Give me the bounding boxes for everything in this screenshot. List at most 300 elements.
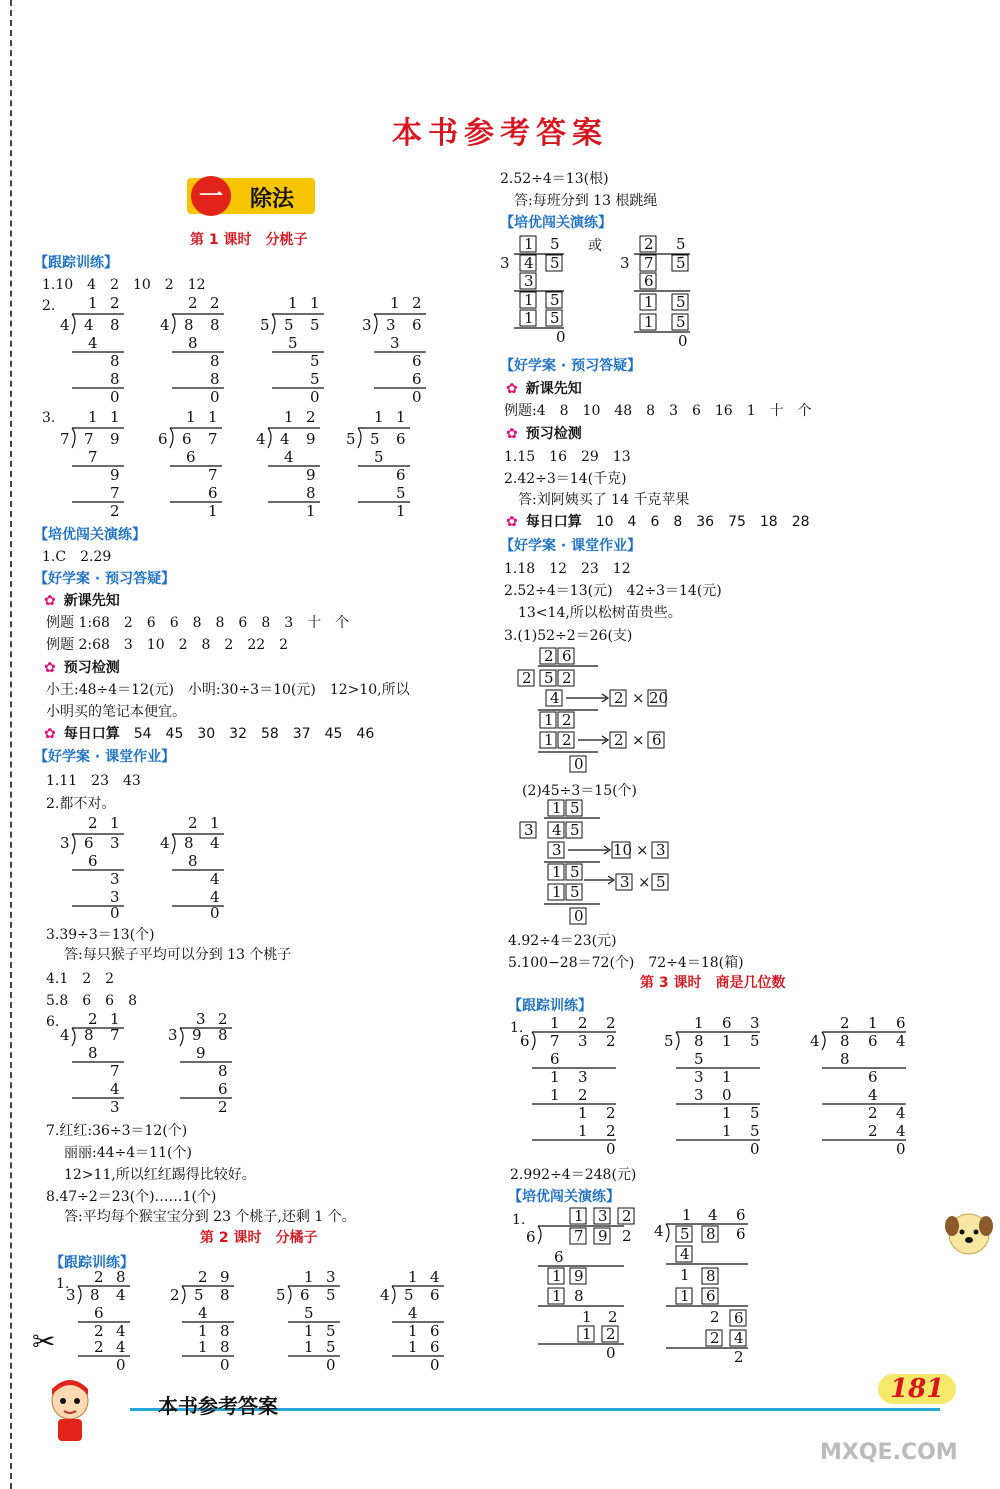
svg-text:2: 2 bbox=[868, 1122, 878, 1140]
question-number: 1. bbox=[56, 1276, 70, 1292]
flower-icon: ✿ bbox=[506, 426, 518, 442]
svg-text:8: 8 bbox=[220, 1322, 230, 1340]
svg-text:1: 1 bbox=[304, 1338, 314, 1356]
svg-text:8: 8 bbox=[210, 352, 220, 370]
svg-text:5: 5 bbox=[374, 448, 384, 466]
svg-text:1: 1 bbox=[210, 814, 220, 832]
svg-text:1: 1 bbox=[544, 711, 554, 729]
svg-text:6: 6 bbox=[896, 1014, 906, 1032]
svg-text:4: 4 bbox=[210, 870, 220, 888]
svg-text:5: 5 bbox=[276, 1286, 286, 1304]
svg-text:8: 8 bbox=[574, 1287, 584, 1305]
svg-text:1: 1 bbox=[644, 313, 654, 331]
svg-text:3: 3 bbox=[110, 870, 120, 888]
svg-text:6: 6 bbox=[734, 1309, 744, 1327]
svg-text:1: 1 bbox=[552, 1287, 562, 1305]
svg-text:6: 6 bbox=[84, 834, 94, 852]
svg-text:6: 6 bbox=[396, 466, 406, 484]
svg-text:1: 1 bbox=[552, 883, 562, 901]
svg-text:1: 1 bbox=[408, 1322, 418, 1340]
svg-text:6: 6 bbox=[868, 1032, 878, 1050]
svg-text:9: 9 bbox=[574, 1267, 584, 1285]
svg-text:4: 4 bbox=[654, 1222, 664, 1240]
boxed-division-26 bbox=[518, 648, 688, 774]
svg-text:3: 3 bbox=[524, 821, 534, 839]
svg-text:8: 8 bbox=[306, 484, 316, 502]
svg-text:9: 9 bbox=[196, 1044, 206, 1062]
svg-text:7: 7 bbox=[110, 1026, 120, 1044]
svg-text:3: 3 bbox=[578, 1032, 588, 1050]
svg-text:2: 2 bbox=[734, 1348, 744, 1366]
svg-text:1: 1 bbox=[88, 294, 98, 312]
long-division-set-kt6 bbox=[60, 1008, 320, 1118]
svg-text:5: 5 bbox=[676, 293, 686, 311]
svg-text:2: 2 bbox=[88, 814, 98, 832]
svg-text:10: 10 bbox=[613, 841, 633, 859]
svg-text:6: 6 bbox=[652, 731, 662, 749]
svg-text:7: 7 bbox=[60, 430, 70, 448]
svg-text:1: 1 bbox=[110, 408, 120, 426]
svg-text:6: 6 bbox=[736, 1206, 746, 1224]
answer-line: 答:每班分到 13 根跳绳 bbox=[514, 193, 658, 209]
svg-text:5: 5 bbox=[544, 669, 554, 687]
question-number: 1. bbox=[512, 1212, 526, 1228]
svg-text:4: 4 bbox=[430, 1268, 440, 1286]
svg-text:0: 0 bbox=[220, 1356, 230, 1374]
svg-text:1: 1 bbox=[680, 1287, 690, 1305]
svg-text:5: 5 bbox=[550, 235, 560, 253]
answer-line: 小王:48÷4＝12(元) 小明:30÷3＝10(元) 12>10,所以 bbox=[46, 682, 410, 698]
svg-text:1: 1 bbox=[868, 1014, 878, 1032]
svg-text:4: 4 bbox=[280, 430, 290, 448]
svg-text:1: 1 bbox=[408, 1268, 418, 1286]
heading-mrks-r: ✿ 每日口算 10 4 6 8 36 75 18 28 bbox=[506, 514, 810, 530]
svg-text:7: 7 bbox=[208, 430, 218, 448]
svg-text:9: 9 bbox=[598, 1227, 608, 1245]
svg-text:1: 1 bbox=[396, 408, 406, 426]
svg-text:2: 2 bbox=[710, 1308, 720, 1326]
svg-text:2: 2 bbox=[544, 647, 554, 665]
svg-text:4: 4 bbox=[116, 1322, 126, 1340]
svg-text:0: 0 bbox=[412, 388, 422, 406]
svg-text:4: 4 bbox=[896, 1032, 906, 1050]
svg-text:7: 7 bbox=[550, 1032, 560, 1050]
page-number: 181 bbox=[878, 1374, 956, 1404]
svg-text:2: 2 bbox=[622, 1227, 632, 1245]
answer-line: 1.10 4 2 10 2 12 bbox=[42, 277, 206, 293]
answer-line: 2.52÷4＝13(根) bbox=[500, 171, 609, 187]
question-number: 1. bbox=[510, 1020, 524, 1036]
svg-text:5: 5 bbox=[310, 352, 320, 370]
answer-line: 4.92÷4＝23(元) bbox=[508, 933, 617, 949]
svg-text:3: 3 bbox=[60, 834, 70, 852]
svg-text:3: 3 bbox=[620, 254, 630, 272]
svg-text:4: 4 bbox=[524, 254, 534, 272]
svg-text:0: 0 bbox=[110, 904, 120, 922]
svg-text:2: 2 bbox=[188, 294, 198, 312]
svg-text:1: 1 bbox=[374, 408, 384, 426]
svg-text:3: 3 bbox=[656, 841, 666, 859]
svg-text:6: 6 bbox=[562, 647, 572, 665]
svg-text:2: 2 bbox=[606, 1104, 616, 1122]
svg-text:0: 0 bbox=[574, 907, 584, 925]
answer-line: 7.红红:36÷3＝12(个) bbox=[46, 1123, 188, 1139]
svg-text:3: 3 bbox=[552, 841, 562, 859]
svg-text:6: 6 bbox=[208, 484, 218, 502]
long-division-set-q2 bbox=[50, 290, 480, 405]
svg-text:8: 8 bbox=[110, 370, 120, 388]
svg-text:8: 8 bbox=[694, 1032, 704, 1050]
svg-text:8: 8 bbox=[184, 834, 194, 852]
flower-icon: ✿ bbox=[44, 593, 56, 609]
svg-text:5: 5 bbox=[260, 316, 270, 334]
svg-text:6: 6 bbox=[550, 1050, 560, 1068]
svg-text:1: 1 bbox=[390, 294, 400, 312]
flower-icon: ✿ bbox=[44, 660, 56, 676]
svg-text:5: 5 bbox=[750, 1122, 760, 1140]
svg-text:6: 6 bbox=[94, 1304, 104, 1322]
question-number: 3. bbox=[42, 410, 56, 426]
svg-text:1: 1 bbox=[552, 799, 562, 817]
svg-text:1: 1 bbox=[578, 1104, 588, 1122]
svg-text:5: 5 bbox=[664, 1032, 674, 1050]
svg-text:7: 7 bbox=[110, 484, 120, 502]
svg-text:1: 1 bbox=[722, 1104, 732, 1122]
svg-text:4: 4 bbox=[60, 1026, 70, 1044]
footer-title: 本书参考答案 bbox=[158, 1394, 278, 1418]
svg-text:1: 1 bbox=[582, 1325, 592, 1343]
section-tag-kt: 【好学案 · 课堂作业】 bbox=[34, 749, 176, 765]
svg-text:1: 1 bbox=[288, 294, 298, 312]
svg-text:8: 8 bbox=[220, 1286, 230, 1304]
svg-text:2: 2 bbox=[868, 1104, 878, 1122]
svg-text:3: 3 bbox=[620, 873, 630, 891]
svg-text:1: 1 bbox=[552, 863, 562, 881]
svg-text:0: 0 bbox=[678, 332, 688, 350]
svg-text:2: 2 bbox=[606, 1122, 616, 1140]
svg-text:1: 1 bbox=[550, 1014, 560, 1032]
svg-text:2: 2 bbox=[710, 1329, 720, 1347]
svg-text:8: 8 bbox=[840, 1032, 850, 1050]
long-division-set-lesson3 bbox=[520, 1014, 940, 1158]
svg-text:2: 2 bbox=[562, 731, 572, 749]
svg-text:0: 0 bbox=[110, 388, 120, 406]
svg-text:9: 9 bbox=[192, 1026, 202, 1044]
answer-line: 例题 2:68 3 10 2 8 2 22 2 bbox=[46, 637, 289, 653]
svg-text:6: 6 bbox=[412, 370, 422, 388]
svg-text:5: 5 bbox=[326, 1322, 336, 1340]
answer-line: 4.1 2 2 bbox=[46, 971, 115, 987]
svg-text:2: 2 bbox=[188, 814, 198, 832]
svg-text:5: 5 bbox=[288, 334, 298, 352]
svg-text:2: 2 bbox=[306, 408, 316, 426]
section-tag-py: 【培优闯关演练】 bbox=[34, 527, 146, 543]
flower-icon: ✿ bbox=[506, 514, 518, 530]
answer-line: 1.15 16 29 13 bbox=[504, 449, 631, 465]
svg-text:6: 6 bbox=[412, 352, 422, 370]
question-number: 6. bbox=[46, 1014, 60, 1030]
answer-line: 1.C 2.29 bbox=[42, 549, 112, 565]
svg-text:1: 1 bbox=[524, 291, 534, 309]
svg-text:5: 5 bbox=[284, 316, 294, 334]
svg-text:9: 9 bbox=[306, 430, 316, 448]
section-tag-yx: 【好学案 · 预习答疑】 bbox=[34, 571, 176, 587]
svg-text:4: 4 bbox=[680, 1245, 690, 1263]
svg-text:1: 1 bbox=[680, 1266, 690, 1284]
svg-text:6: 6 bbox=[182, 430, 192, 448]
answer-line: 丽丽:44÷4＝11(个) bbox=[64, 1145, 192, 1161]
svg-text:9: 9 bbox=[306, 466, 316, 484]
svg-text:1: 1 bbox=[110, 1010, 120, 1028]
boxed-division-lesson3 bbox=[524, 1206, 764, 1366]
svg-text:2: 2 bbox=[210, 294, 220, 312]
svg-text:3: 3 bbox=[386, 316, 396, 334]
svg-text:0: 0 bbox=[326, 1356, 336, 1374]
svg-text:6: 6 bbox=[644, 272, 654, 290]
svg-text:4: 4 bbox=[110, 1080, 120, 1098]
svg-text:1: 1 bbox=[722, 1032, 732, 1050]
answer-line: 13<14,所以松树苗贵些。 bbox=[518, 605, 682, 621]
svg-text:5: 5 bbox=[694, 1050, 704, 1068]
svg-text:4: 4 bbox=[60, 316, 70, 334]
svg-text:1: 1 bbox=[524, 235, 534, 253]
svg-text:2: 2 bbox=[578, 1014, 588, 1032]
svg-text:3: 3 bbox=[598, 1207, 608, 1225]
svg-text:1: 1 bbox=[694, 1014, 704, 1032]
svg-text:1: 1 bbox=[408, 1338, 418, 1356]
svg-text:6: 6 bbox=[300, 1286, 310, 1304]
answer-line: (2)45÷3＝15(个) bbox=[522, 783, 638, 799]
svg-text:6: 6 bbox=[554, 1248, 564, 1266]
svg-text:3: 3 bbox=[168, 1026, 178, 1044]
svg-text:2: 2 bbox=[522, 669, 532, 687]
svg-text:1: 1 bbox=[682, 1206, 692, 1224]
svg-text:5: 5 bbox=[570, 883, 580, 901]
section-tag-py-r2: 【培优闯关演练】 bbox=[508, 1189, 620, 1205]
svg-text:0: 0 bbox=[722, 1086, 732, 1104]
svg-text:4: 4 bbox=[210, 888, 220, 906]
svg-text:0: 0 bbox=[574, 755, 584, 773]
heading-xkxz-r: ✿ 新课先知 bbox=[506, 381, 582, 397]
svg-text:4: 4 bbox=[284, 448, 294, 466]
svg-text:6: 6 bbox=[218, 1080, 228, 1098]
svg-text:4: 4 bbox=[210, 834, 220, 852]
svg-text:5: 5 bbox=[550, 309, 560, 327]
section-tag-gz-2: 【跟踪训练】 bbox=[50, 1255, 134, 1271]
svg-text:0: 0 bbox=[116, 1356, 126, 1374]
svg-text:6: 6 bbox=[430, 1338, 440, 1356]
answer-line: 1.11 23 43 bbox=[46, 773, 141, 789]
svg-text:7: 7 bbox=[208, 466, 218, 484]
answer-line: 2.42÷3＝14(千克) bbox=[504, 471, 627, 487]
dog-mascot-icon bbox=[944, 1210, 994, 1256]
svg-text:7: 7 bbox=[110, 1062, 120, 1080]
page-title: 本书参考答案 bbox=[392, 116, 608, 151]
svg-text:5: 5 bbox=[404, 1286, 414, 1304]
svg-text:4: 4 bbox=[708, 1206, 718, 1224]
svg-text:1: 1 bbox=[544, 731, 554, 749]
svg-text:2: 2 bbox=[562, 711, 572, 729]
heading-yxjc: ✿ 预习检测 bbox=[44, 660, 120, 676]
svg-text:5: 5 bbox=[676, 254, 686, 272]
svg-text:6: 6 bbox=[186, 448, 196, 466]
svg-text:2: 2 bbox=[614, 731, 624, 749]
svg-text:1: 1 bbox=[208, 408, 218, 426]
answer-line: 1.18 12 23 12 bbox=[504, 561, 631, 577]
svg-text:2: 2 bbox=[644, 235, 654, 253]
answer-line: 5.100−28＝72(个) 72÷4＝18(箱) bbox=[508, 955, 744, 971]
answer-line: 12>11,所以红红踢得比较好。 bbox=[64, 1167, 256, 1183]
svg-text:5: 5 bbox=[550, 291, 560, 309]
svg-text:8: 8 bbox=[840, 1050, 850, 1068]
svg-text:2: 2 bbox=[614, 689, 624, 707]
svg-text:3: 3 bbox=[694, 1086, 704, 1104]
svg-text:6: 6 bbox=[526, 1228, 536, 1246]
svg-text:4: 4 bbox=[408, 1304, 418, 1322]
svg-text:9: 9 bbox=[110, 466, 120, 484]
svg-text:1: 1 bbox=[550, 1068, 560, 1086]
answer-line: 8.47÷2＝23(个)……1(个) bbox=[46, 1189, 217, 1205]
svg-text:1: 1 bbox=[284, 408, 294, 426]
flower-icon: ✿ bbox=[44, 726, 56, 742]
boxed-division-15 bbox=[520, 800, 690, 928]
svg-text:5: 5 bbox=[370, 430, 380, 448]
svg-text:1: 1 bbox=[198, 1338, 208, 1356]
svg-text:×: × bbox=[632, 689, 645, 707]
svg-text:×: × bbox=[638, 873, 651, 891]
svg-text:4: 4 bbox=[896, 1122, 906, 1140]
svg-text:7: 7 bbox=[644, 254, 654, 272]
section-tag-kt-r: 【好学案 · 课堂作业】 bbox=[500, 538, 642, 554]
svg-text:5: 5 bbox=[310, 370, 320, 388]
svg-text:×: × bbox=[632, 731, 645, 749]
boxed-division-set bbox=[500, 234, 720, 352]
svg-text:8: 8 bbox=[218, 1026, 228, 1044]
svg-text:8: 8 bbox=[220, 1338, 230, 1356]
svg-text:2: 2 bbox=[198, 1268, 208, 1286]
svg-text:3: 3 bbox=[326, 1268, 336, 1286]
svg-text:0: 0 bbox=[606, 1344, 616, 1362]
svg-text:2: 2 bbox=[578, 1086, 588, 1104]
svg-text:5: 5 bbox=[304, 1304, 314, 1322]
svg-text:6: 6 bbox=[430, 1286, 440, 1304]
svg-text:1: 1 bbox=[186, 408, 196, 426]
svg-text:6: 6 bbox=[706, 1287, 716, 1305]
svg-text:4: 4 bbox=[88, 334, 98, 352]
svg-text:2: 2 bbox=[606, 1014, 616, 1032]
svg-text:3: 3 bbox=[196, 1010, 206, 1028]
svg-text:3: 3 bbox=[362, 316, 372, 334]
svg-text:2: 2 bbox=[622, 1207, 632, 1225]
svg-text:5: 5 bbox=[570, 799, 580, 817]
svg-text:7: 7 bbox=[574, 1227, 584, 1245]
svg-text:1: 1 bbox=[110, 814, 120, 832]
heading-yxjc-r: ✿ 预习检测 bbox=[506, 426, 582, 442]
svg-text:4: 4 bbox=[868, 1086, 878, 1104]
unit-name: 除法 bbox=[250, 187, 295, 212]
svg-text:1: 1 bbox=[578, 1122, 588, 1140]
svg-text:6: 6 bbox=[412, 316, 422, 334]
svg-text:1: 1 bbox=[644, 293, 654, 311]
svg-text:1: 1 bbox=[574, 1207, 584, 1225]
svg-text:2: 2 bbox=[88, 1010, 98, 1028]
svg-text:0: 0 bbox=[606, 1140, 616, 1158]
svg-text:2: 2 bbox=[412, 294, 422, 312]
svg-text:1: 1 bbox=[524, 309, 534, 327]
svg-text:2: 2 bbox=[170, 1286, 180, 1304]
svg-text:0: 0 bbox=[310, 388, 320, 406]
section-tag-yx-r: 【好学案 · 预习答疑】 bbox=[500, 358, 642, 374]
section-tag-gz-r: 【跟踪训练】 bbox=[508, 998, 592, 1014]
svg-text:6: 6 bbox=[88, 852, 98, 870]
svg-text:1: 1 bbox=[722, 1122, 732, 1140]
section-tag-py-r: 【培优闯关演练】 bbox=[500, 215, 612, 231]
lesson-1-title: 第 1 课时 分桃子 bbox=[190, 232, 308, 248]
svg-text:4: 4 bbox=[810, 1032, 820, 1050]
svg-text:5: 5 bbox=[346, 430, 356, 448]
svg-text:6: 6 bbox=[396, 430, 406, 448]
svg-text:8: 8 bbox=[90, 1286, 100, 1304]
svg-text:3: 3 bbox=[390, 334, 400, 352]
svg-text:3: 3 bbox=[694, 1068, 704, 1086]
svg-text:8: 8 bbox=[188, 852, 198, 870]
svg-text:4: 4 bbox=[550, 689, 560, 707]
answer-line: 答:平均每个猴宝宝分到 23 个桃子,还剩 1 个。 bbox=[64, 1209, 356, 1225]
svg-text:3: 3 bbox=[524, 272, 534, 290]
svg-text:3: 3 bbox=[500, 254, 510, 272]
svg-text:2: 2 bbox=[606, 1325, 616, 1343]
svg-text:2: 2 bbox=[218, 1098, 228, 1116]
svg-text:1: 1 bbox=[88, 408, 98, 426]
svg-text:5: 5 bbox=[194, 1286, 204, 1304]
svg-text:0: 0 bbox=[896, 1140, 906, 1158]
svg-text:5: 5 bbox=[570, 863, 580, 881]
svg-text:2: 2 bbox=[840, 1014, 850, 1032]
svg-text:5: 5 bbox=[676, 313, 686, 331]
svg-text:2: 2 bbox=[110, 502, 120, 520]
svg-text:5: 5 bbox=[396, 484, 406, 502]
svg-text:3: 3 bbox=[110, 1098, 120, 1116]
svg-text:8: 8 bbox=[188, 334, 198, 352]
unit-number: 一 bbox=[191, 176, 231, 216]
svg-text:4: 4 bbox=[896, 1104, 906, 1122]
answer-line: 答:刘阿姨买了 14 千克苹果 bbox=[518, 492, 690, 508]
svg-text:5: 5 bbox=[750, 1032, 760, 1050]
svg-text:1: 1 bbox=[550, 1086, 560, 1104]
svg-text:2: 2 bbox=[562, 669, 572, 687]
mascot-icon bbox=[40, 1375, 100, 1445]
svg-text:8: 8 bbox=[110, 352, 120, 370]
svg-text:6: 6 bbox=[520, 1032, 530, 1050]
flower-icon: ✿ bbox=[506, 381, 518, 397]
svg-text:2: 2 bbox=[218, 1010, 228, 1028]
svg-text:0: 0 bbox=[750, 1140, 760, 1158]
svg-text:5: 5 bbox=[750, 1104, 760, 1122]
answer-line: 例题 1:68 2 6 6 8 8 6 8 3 十 个 bbox=[46, 615, 350, 631]
svg-text:8: 8 bbox=[116, 1268, 126, 1286]
svg-text:0: 0 bbox=[210, 904, 220, 922]
svg-text:8: 8 bbox=[88, 1044, 98, 1062]
svg-text:3: 3 bbox=[578, 1068, 588, 1086]
svg-text:5: 5 bbox=[680, 1225, 690, 1243]
answer-line: 小明买的笔记本便宜。 bbox=[46, 704, 186, 720]
svg-text:8: 8 bbox=[84, 1026, 94, 1044]
svg-text:1: 1 bbox=[396, 502, 406, 520]
svg-text:1: 1 bbox=[582, 1308, 592, 1326]
answer-line: 5.8 6 6 8 bbox=[46, 993, 137, 1009]
svg-text:8: 8 bbox=[184, 316, 194, 334]
svg-text:6: 6 bbox=[868, 1068, 878, 1086]
